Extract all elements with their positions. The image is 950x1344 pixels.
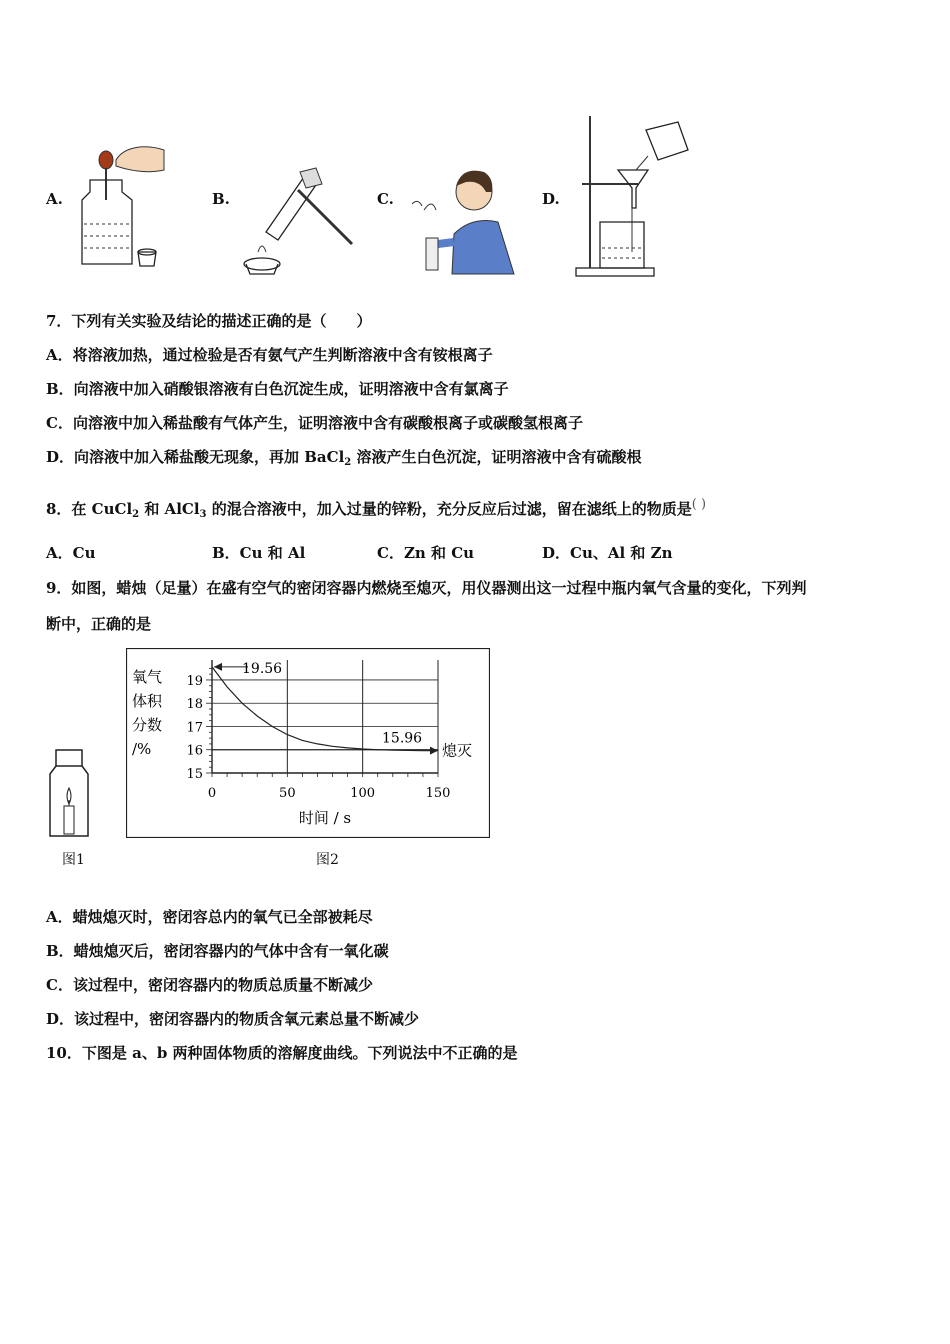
fig2-caption: 图2 [316, 852, 339, 868]
q9-option-c: C．该过程中，密闭容器内的物质总质量不断减少 [46, 976, 373, 994]
x-axis-label: 时间 / s [298, 809, 352, 827]
y-axis-label-line: 氧气 [132, 668, 163, 686]
annotation-end-value: 15.96 [382, 730, 423, 747]
y-tick-label: 16 [186, 743, 203, 759]
filtration-setup-illustration [572, 112, 694, 280]
q7-option-c: C．向溶液中加入稀盐酸有气体产生，证明溶液中含有碳酸根离子或碳酸氢根离子 [46, 414, 583, 432]
q9-option-a: A．蜡烛熄灭时，密闭容总内的氧气已全部被耗尽 [46, 908, 373, 926]
q9-stem-line2: 断中，正确的是 [46, 615, 152, 633]
annotation-extinguish-label: 熄灭 [442, 741, 473, 760]
q7-option-a: A．将溶液加热，通过检验是否有氨气产生判断溶液中含有铵根离子 [46, 346, 493, 364]
y-tick-label: 18 [186, 697, 203, 713]
candle-bottle-illustration [44, 748, 94, 840]
q8-option-b: B．Cu 和 Al [212, 544, 306, 562]
q8-stem: 8．在 CuCl$_2$ 和 AlCl$_3$ 的混合溶液中，加入过量的锌粉，充分反应后过滤，留在滤纸上的物质是( ) [46, 497, 707, 520]
y-axis-label-line: 体积 [132, 692, 163, 710]
q8-option-c: C．Zn 和 Cu [377, 544, 475, 562]
q8-option-a: A．Cu [46, 544, 96, 562]
q9-stem-line1: 9．如图，蜡烛（足量）在盛有空气的密闭容器内燃烧至熄灭，用仪器测出这一过程中瓶内氧气含量的变化，下列判 [46, 579, 807, 597]
x-tick-label: 50 [279, 786, 296, 801]
q9-option-b: B．蜡烛熄灭后，密闭容器内的气体中含有一氧化碳 [46, 942, 389, 960]
y-axis-label-line: /% [132, 740, 152, 758]
student-smelling-illustration [402, 162, 520, 278]
y-tick-label: 19 [186, 673, 203, 689]
q6-option-d-label: D. [542, 190, 560, 208]
x-tick-label: 0 [207, 786, 217, 801]
q8-option-d: D．Cu、Al 和 Zn [542, 544, 673, 562]
q6-option-a-label: A. [46, 190, 63, 208]
q7-option-d: D．向溶液中加入稀盐酸无现象，再加 BaCl$_2$ 溶液产生白色沉淀，证明溶液中含有硫酸根 [46, 448, 642, 468]
x-tick-label: 100 [350, 786, 376, 801]
q7-stem: 7．下列有关实验及结论的描述正确的是（ ） [46, 312, 372, 330]
q6-option-b-label: B. [212, 190, 230, 208]
oxygen-chart [126, 648, 490, 838]
test-tube-heating-illustration [238, 160, 358, 280]
x-tick-label: 150 [425, 786, 451, 801]
q7-option-b: B．向溶液中加入硝酸银溶液有白色沉淀生成，证明溶液中含有氯离子 [46, 380, 509, 398]
q9-option-d: D．该过程中，密闭容器内的物质含氧元素总量不断减少 [46, 1010, 420, 1028]
y-axis-label-line: 分数 [132, 716, 163, 734]
annotation-start-value: 19.56 [242, 660, 283, 677]
fig1-caption: 图1 [62, 852, 85, 868]
dropper-bottle-illustration [76, 140, 168, 272]
q10-stem: 10．下图是 a、b 两种固体物质的溶解度曲线。下列说法中不正确的是 [46, 1044, 518, 1062]
y-tick-label: 17 [186, 720, 203, 736]
y-tick-label: 15 [186, 767, 203, 782]
q6-option-c-label: C. [377, 190, 394, 208]
